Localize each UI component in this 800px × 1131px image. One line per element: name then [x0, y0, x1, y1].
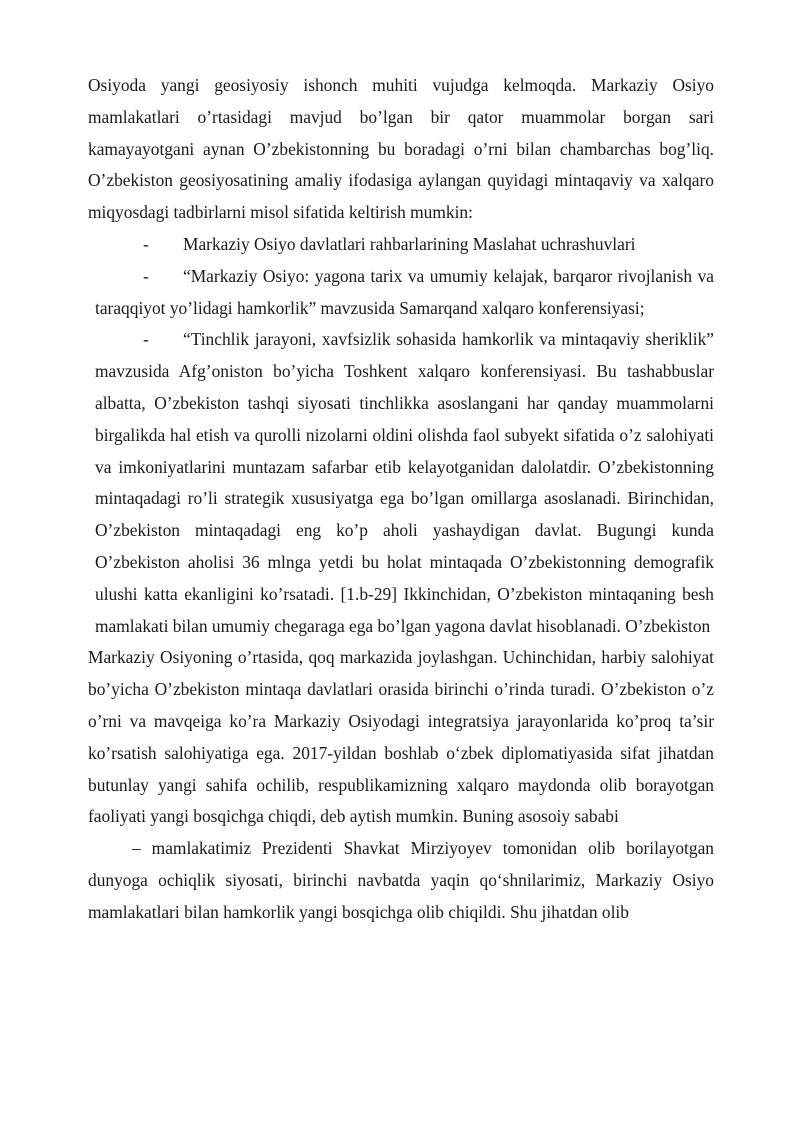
- list-item-text: “Tinchlik jarayoni, xavfsizlik sohasida hamkorlik va mintaqaviy sheriklik” mavzusida Afg’oniston bo’yicha Toshkent xalqaro konferensiyasi. Bu tashabbuslar albatta, O’zbekiston tashqi siyosati tinchlikka asoslangani har qanday muammolarni birgalikda hal etish va qurolli nizolarni oldini olishda faol subyekt sifatida o’z salohiyati va imkoniyatlarini muntazam safarbar etib kelayotganidan dalolatdir. O’zbekistonning mintaqadagi ro’li strategik xususiyatga ega bo’lgan omillarga asoslanadi. Birinchidan, O’zbekiston mintaqadagi eng ko’p aholi yashaydigan davlat. Bugungi kunda O’zbekiston aholisi 36 mlnga yetdi bu holat mintaqada O’zbekistonning demografik ulushi katta ekanligini ko’rsatadi. [1.b-29] Ikkinchidan, O’zbekiston mintaqaning besh mamlakati bilan umumiy chegaraga ega bo’lgan yagona davlat hisoblanadi. O’zbekiston: [95, 329, 714, 636]
- list-item: [88, 324, 714, 642]
- bullet-marker: -: [143, 265, 149, 286]
- paragraph-intro: Osiyoda yangi geosiyosiy ishonch muhiti vujudga kelmoqda. Markaziy Osiyo mamlakatlari o’rtasidagi mavjud bo’lgan bir qator muammolar borgan sari kamayayotgani aynan O’zbekistonning bu boradagi o’rni bilan chambarchas bog’liq. O’zbekiston geosiyosatining amaliy ifodasiga aylangan quyidagi mintaqaviy va xalqaro miqyosdagi tadbirlarni misol sifatida keltirish mumkin:: [88, 75, 714, 223]
- bullet-marker: -: [143, 329, 149, 350]
- bullet-marker: -: [143, 233, 149, 254]
- paragraph-body: Markaziy Osiyoning o’rtasida, qoq markazida joylashgan. Uchinchidan, harbiy salohiyat bo’yicha O’zbekiston mintaqa davlatlari orasida birinchi o’rinda turadi. O’zbekiston o’z o’rni va mavqeiga ko’ra Markaziy Osiyodagi integratsiya jarayonlarida ko’proq ta’sir ko’rsatish salohiyatiga ega. 2017-yildan boshlab o‘zbek diplomatiyasida sifat jihatdan butunlay yangi sahifa ochilib, respublikamizning xalqaro maydonda olib borayotgan faoliyati yangi bosqichga chiqdi, deb aytish mumkin. Buning asosoiy sababi: [88, 647, 714, 827]
- document-page: [88, 70, 714, 929]
- paragraph-continuation: – mamlakatimiz Prezidenti Shavkat Mirziyoyev tomonidan olib borilayotgan dunyoga ochiqlik siyosati, birinchi navbatda yaqin qo‘shnilarimiz, Markaziy Osiyo mamlakatlari bilan hamkorlik yangi bosqichga olib chiqildi. Shu jihatdan olib: [88, 838, 714, 922]
- list-item-text: Markaziy Osiyo davlatlari rahbarlarining Maslahat uchrashuvlari: [183, 233, 636, 254]
- list-item-text: “Markaziy Osiyo: yagona tarix va umumiy kelajak, barqaror rivojlanish va taraqqiyot yo’lidagi hamkorlik” mavzusida Samarqand xalqaro konferensiyasi;: [95, 265, 714, 318]
- list-item: [88, 229, 714, 261]
- list-item: [88, 261, 714, 325]
